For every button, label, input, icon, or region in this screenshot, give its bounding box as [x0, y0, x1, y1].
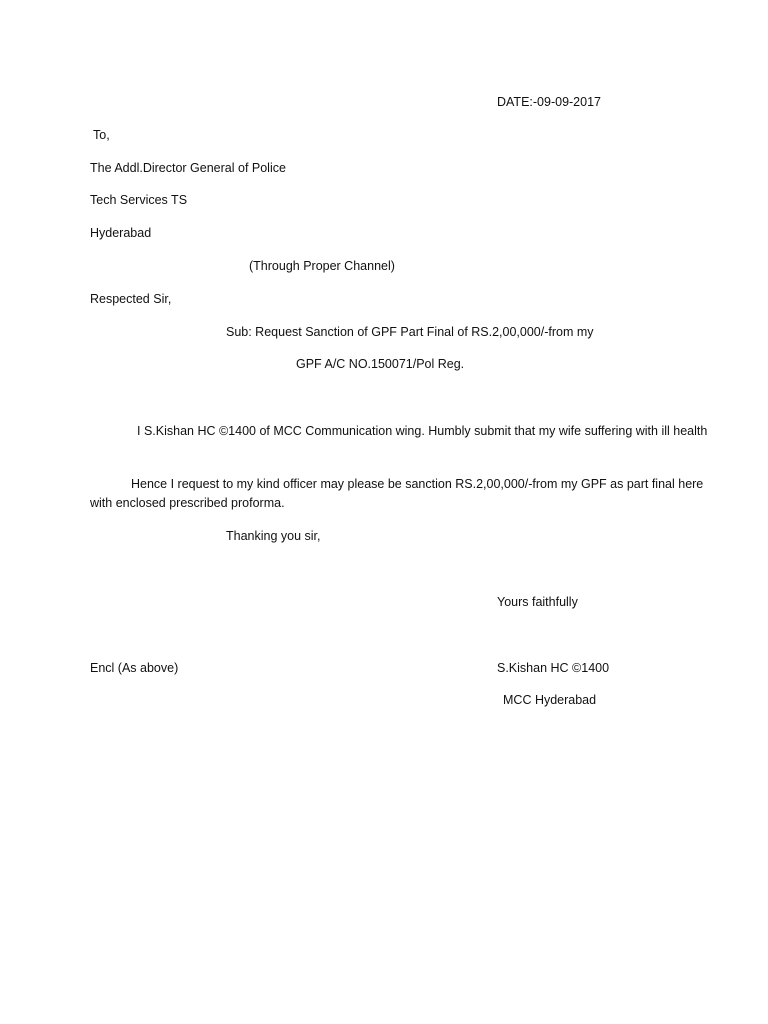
subject-line-2: GPF A/C NO.150071/Pol Reg.: [296, 357, 465, 371]
enclosure-note: Encl (As above): [90, 661, 179, 675]
greeting: Respected Sir,: [90, 292, 172, 306]
letter-date: DATE:-09-09-2017: [497, 95, 601, 109]
recipient-line-2: Tech Services TS: [90, 193, 188, 207]
salutation-to: To,: [93, 128, 110, 142]
signature-name: S.Kishan HC ©1400: [497, 661, 610, 675]
recipient-line-1: The Addl.Director General of Police: [90, 161, 286, 175]
body-paragraph-1: I S.Kishan HC ©1400 of MCC Communication wing. Humbly submit that my wife suffering with ill health: [137, 424, 708, 438]
recipient-line-3: Hyderabad: [90, 226, 152, 240]
through-channel: (Through Proper Channel): [249, 259, 395, 273]
thanks-line: Thanking you sir,: [226, 529, 321, 543]
body-paragraph-2: Hence I request to my kind officer may please be sanction RS.2,00,000/-from my GPF as part final here with enclosed prescribed proforma.: [90, 477, 704, 510]
signature-unit: MCC Hyderabad: [503, 693, 597, 707]
closing-line: Yours faithfully: [497, 595, 578, 609]
subject-line-1: Sub: Request Sanction of GPF Part Final of RS.2,00,000/-from my: [226, 325, 594, 339]
